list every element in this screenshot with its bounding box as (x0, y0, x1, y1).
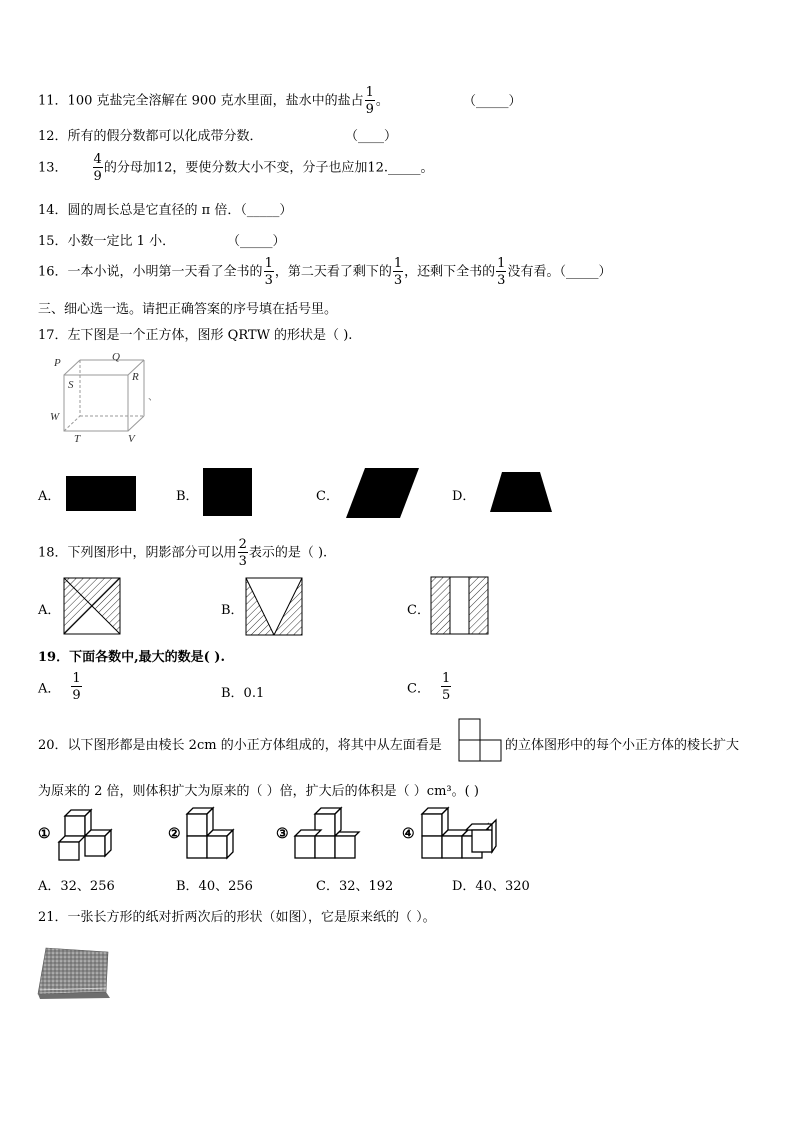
question-20: 20．以下图形都是由棱长 2cm 的小正方体组成的，将其中从左面看是 (38, 738, 442, 753)
option-a-rectangle[interactable] (66, 476, 136, 511)
question-15: 15．小数一定比 1 小． (38, 234, 176, 249)
option-c[interactable]: C． $\frac{1}{5}$ (407, 671, 451, 703)
svg-text:、: 、 (148, 392, 158, 403)
question-19: 19．下面各数中,最大的数是( ). (38, 650, 225, 665)
option-c[interactable]: C．32、192 (316, 879, 394, 894)
question-18: 18．下列图形中，阴影部分可以用 $\frac{2}{3}$ 表示的是（ ). (38, 537, 328, 569)
fraction: $\frac{1}{3}$ (497, 256, 506, 288)
option-b-square-figure[interactable] (245, 577, 304, 636)
shape-number: ① (38, 826, 51, 842)
option-a-label[interactable]: A． (38, 489, 61, 504)
answer-blank[interactable]: （_____） (463, 94, 522, 109)
option-c-parallelogram[interactable] (345, 467, 420, 519)
question-11 (38, 86, 389, 116)
vertex-label: S (68, 379, 74, 391)
option-a[interactable]: A．32、256 (38, 879, 115, 894)
question-17: 17．左下图是一个正方体，图形 QRTW 的形状是（ ). (38, 328, 353, 343)
question-number: 11． (38, 93, 68, 109)
question-16: 16．一本小说，小明第一天看了全书的 $\frac{1}{3}$ ，第二天看了剩下的 $\frac{1}{3}$ ，还剩下全书的 $\frac{1}{3}$ 没有看。（_____） (38, 256, 612, 288)
left-view-figure (458, 718, 502, 762)
question-text: 100 克盐完全溶解在 900 克水里面，盐水中的盐占 (67, 93, 364, 109)
question-21: 21．一张长方形的纸对折两次后的形状（如图），它是原来纸的（ ）。 (38, 910, 436, 925)
fraction: $\frac{1}{9}$ (365, 85, 374, 117)
question-20-cont: 的立体图形中的每个小正方体的棱长扩大 (505, 738, 740, 753)
option-a[interactable]: A． $\frac{1}{9}$ (38, 671, 81, 703)
option-b-label[interactable]: B． (176, 489, 199, 504)
option-b-square[interactable] (203, 468, 252, 516)
cube-shape-3[interactable] (293, 806, 359, 862)
vertex-label: W (50, 411, 60, 423)
option-d-label[interactable]: D． (452, 489, 476, 504)
cube-shape-1[interactable] (56, 806, 116, 862)
answer-blank[interactable]: （_____） (227, 234, 286, 249)
question-13: 13． $\frac{4}{9}$ 的分母加12，要使分数大小不变，分子也应加12._____。 (38, 152, 434, 184)
folded-paper-image (36, 944, 112, 1000)
vertex-label: P (54, 357, 61, 369)
option-a-square-figure[interactable] (63, 577, 121, 635)
section-heading: 三、细心选一选。请把正确答案的序号填在括号里。 (38, 302, 338, 317)
option-b-label[interactable]: B． (221, 603, 244, 618)
cube-figure (40, 350, 160, 450)
option-d-trapezoid[interactable] (489, 471, 553, 513)
answer-blank[interactable]: （____） (345, 129, 398, 144)
option-a-label[interactable]: A． (38, 603, 61, 618)
fraction: $\frac{4}{9}$ (93, 152, 102, 184)
shape-number: ③ (276, 826, 289, 842)
option-d[interactable]: D．40、320 (452, 879, 530, 894)
cube-shape-2[interactable] (184, 806, 236, 862)
shape-number: ② (168, 826, 181, 842)
option-b[interactable]: B．40、256 (176, 879, 253, 894)
vertex-label: Q (112, 351, 120, 363)
question-14: 14．圆的周长总是它直径的 π 倍．（_____） (38, 203, 293, 218)
option-c-square-figure[interactable] (430, 576, 489, 635)
fraction: $\frac{2}{3}$ (238, 537, 247, 569)
question-20-line2: 为原来的 2 倍，则体积扩大为原来的（ ）倍，扩大后的体积是（ ）cm³。( ) (38, 784, 479, 799)
cube-shape-4[interactable] (420, 806, 500, 862)
option-b[interactable]: B．0.1 (221, 686, 265, 701)
fraction: $\frac{1}{3}$ (393, 256, 403, 288)
option-c-label[interactable]: C． (316, 489, 339, 504)
option-c-label[interactable]: C． (407, 603, 430, 618)
question-12: 12．所有的假分数都可以化成带分数． (38, 129, 263, 144)
fraction: $\frac{1}{3}$ (264, 256, 273, 288)
shape-number: ④ (402, 826, 415, 842)
vertex-label: V (128, 433, 135, 445)
vertex-label: T (74, 433, 81, 445)
vertex-label: R (132, 371, 139, 383)
question-text-end: 。 (375, 93, 389, 109)
